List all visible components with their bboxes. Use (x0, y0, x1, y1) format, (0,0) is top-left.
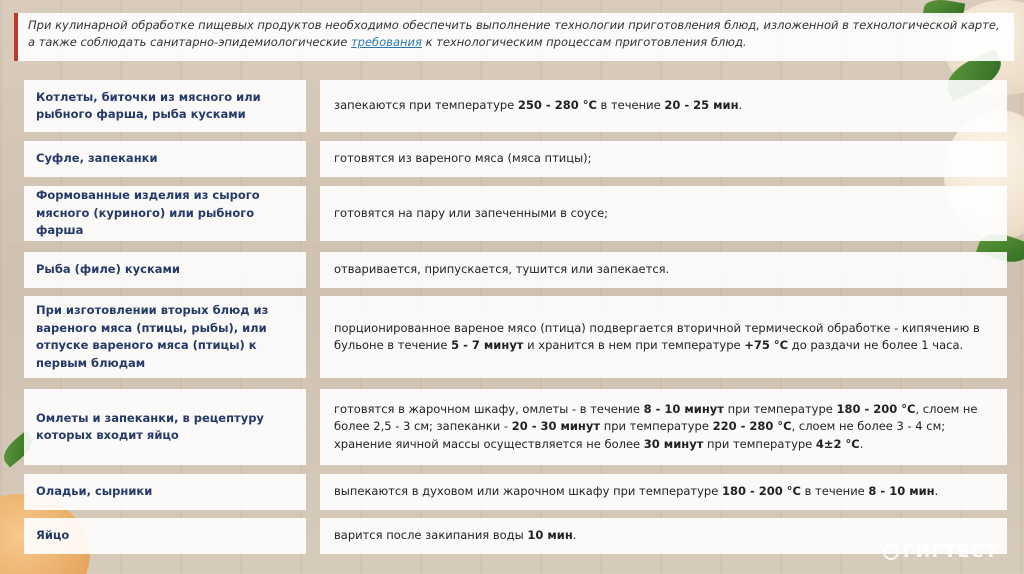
processing-text (334, 527, 576, 545)
text-segment: при температуре (723, 401, 837, 416)
highlighted-value: 4±2 °С (815, 436, 860, 451)
processing-cell (320, 141, 1007, 177)
text-segment: отваривается, припускается, тушится или запекается. (334, 262, 670, 277)
text-segment: готовятся в жарочном шкафу, омлеты - в течение (334, 401, 644, 416)
text-segment: выпекаются в духовом или жарочном шкафу при температуре (334, 484, 722, 499)
processing-text (334, 205, 608, 223)
text-segment: при температуре (600, 419, 713, 434)
highlighted-value: 220 - 280 °С (712, 419, 792, 434)
text-segment: готовятся из вареного мяса (мяса птицы); (334, 151, 592, 166)
text-segment: . (572, 528, 577, 543)
highlighted-value: 8 - 10 мин (868, 484, 935, 499)
product-name: Оладьи, сырники (36, 484, 153, 499)
product-cell (24, 186, 306, 241)
highlighted-value: +75 °С (744, 338, 789, 352)
text-segment: и хранится в нем при температуре (523, 338, 745, 352)
processing-cell (320, 80, 1007, 132)
product-name: Суфле, запеканки (36, 151, 158, 166)
highlighted-value: 180 - 200 °С (721, 484, 801, 499)
highlighted-value: 20 - 25 мин (664, 98, 739, 113)
highlighted-value: 180 - 200 °С (836, 401, 916, 416)
requirements-link[interactable]: требования (350, 35, 422, 49)
text-segment: запекаются при температуре (334, 98, 518, 113)
intro-text-end: к технологическим процессам приготовления блюд. (421, 35, 747, 49)
product-cell (24, 296, 306, 378)
product-cell (24, 252, 306, 288)
product-cell (24, 389, 306, 465)
processing-text (334, 97, 742, 115)
logo-text: ГИГТЕСТ (902, 541, 998, 562)
processing-text (334, 261, 669, 279)
intro-text (14, 13, 1014, 61)
text-segment: при температуре (703, 436, 816, 451)
gigtest-logo (883, 541, 998, 562)
text-segment: , слоем не более 3 - 4 см; хранение яичной массы осуществляется не более (334, 419, 946, 451)
processing-cell (320, 252, 1007, 288)
highlighted-value: 250 - 280 °С (517, 98, 597, 113)
product-name: Котлеты, биточки из мясного или рыбного фарша, рыба кусками (36, 89, 261, 121)
logo-circle-icon (883, 544, 899, 560)
processing-cell (320, 389, 1007, 465)
highlighted-value: 8 - 10 минут (643, 401, 724, 416)
product-name: Рыба (филе) кусками (36, 262, 180, 277)
processing-cell (320, 474, 1007, 510)
processing-text (334, 150, 592, 168)
text-segment: . (738, 98, 743, 113)
intro-text-start: При кулинарной обработке пищевых продуктов необходимо обеспечить выполнение технологии приготовления блюд, изложенной в технологической карте, а также соблюдать санитарно-эпидемиологические (28, 18, 1000, 49)
processing-text (334, 401, 997, 454)
text-segment: в течение (800, 484, 869, 499)
text-segment: готовятся на пару или запеченными в соусе; (334, 205, 609, 220)
processing-cell (320, 296, 1007, 378)
highlighted-value: 30 минут (643, 436, 704, 451)
text-segment: . (934, 484, 939, 499)
text-segment: до раздачи не более 1 часа. (788, 338, 964, 352)
text-segment: порционированное вареное мясо (птица) подвергается вторичной термической обработке - кипячению в бульоне в течение (334, 320, 980, 352)
product-name: Формованные изделия из сырого мясного (куриного) или рыбного фарша (36, 188, 260, 238)
processing-cell (320, 186, 1007, 241)
product-cell (24, 518, 306, 554)
product-cell (24, 141, 306, 177)
text-segment: . (859, 436, 864, 451)
text-segment: варится после закипания воды (334, 528, 528, 543)
processing-text (334, 320, 997, 355)
processing-text (334, 483, 938, 501)
product-name: При изготовлении вторых блюд из вареного мяса (птицы, рыбы), или отпуске вареного мяса (птицы) к первым блюдам (36, 303, 269, 370)
product-name: Омлеты и запеканки, в рецептуру которых входит яйцо (36, 410, 264, 442)
product-cell (24, 474, 306, 510)
highlighted-value: 5 - 7 минут (451, 338, 524, 352)
product-cell (24, 80, 306, 132)
text-segment: в течение (596, 98, 665, 113)
highlighted-value: 10 мин (527, 528, 573, 543)
product-name: Яйцо (36, 528, 70, 543)
highlighted-value: 20 - 30 минут (511, 419, 601, 434)
text-segment: , слоем не более 2,5 - 3 см; запеканки - (334, 401, 978, 434)
